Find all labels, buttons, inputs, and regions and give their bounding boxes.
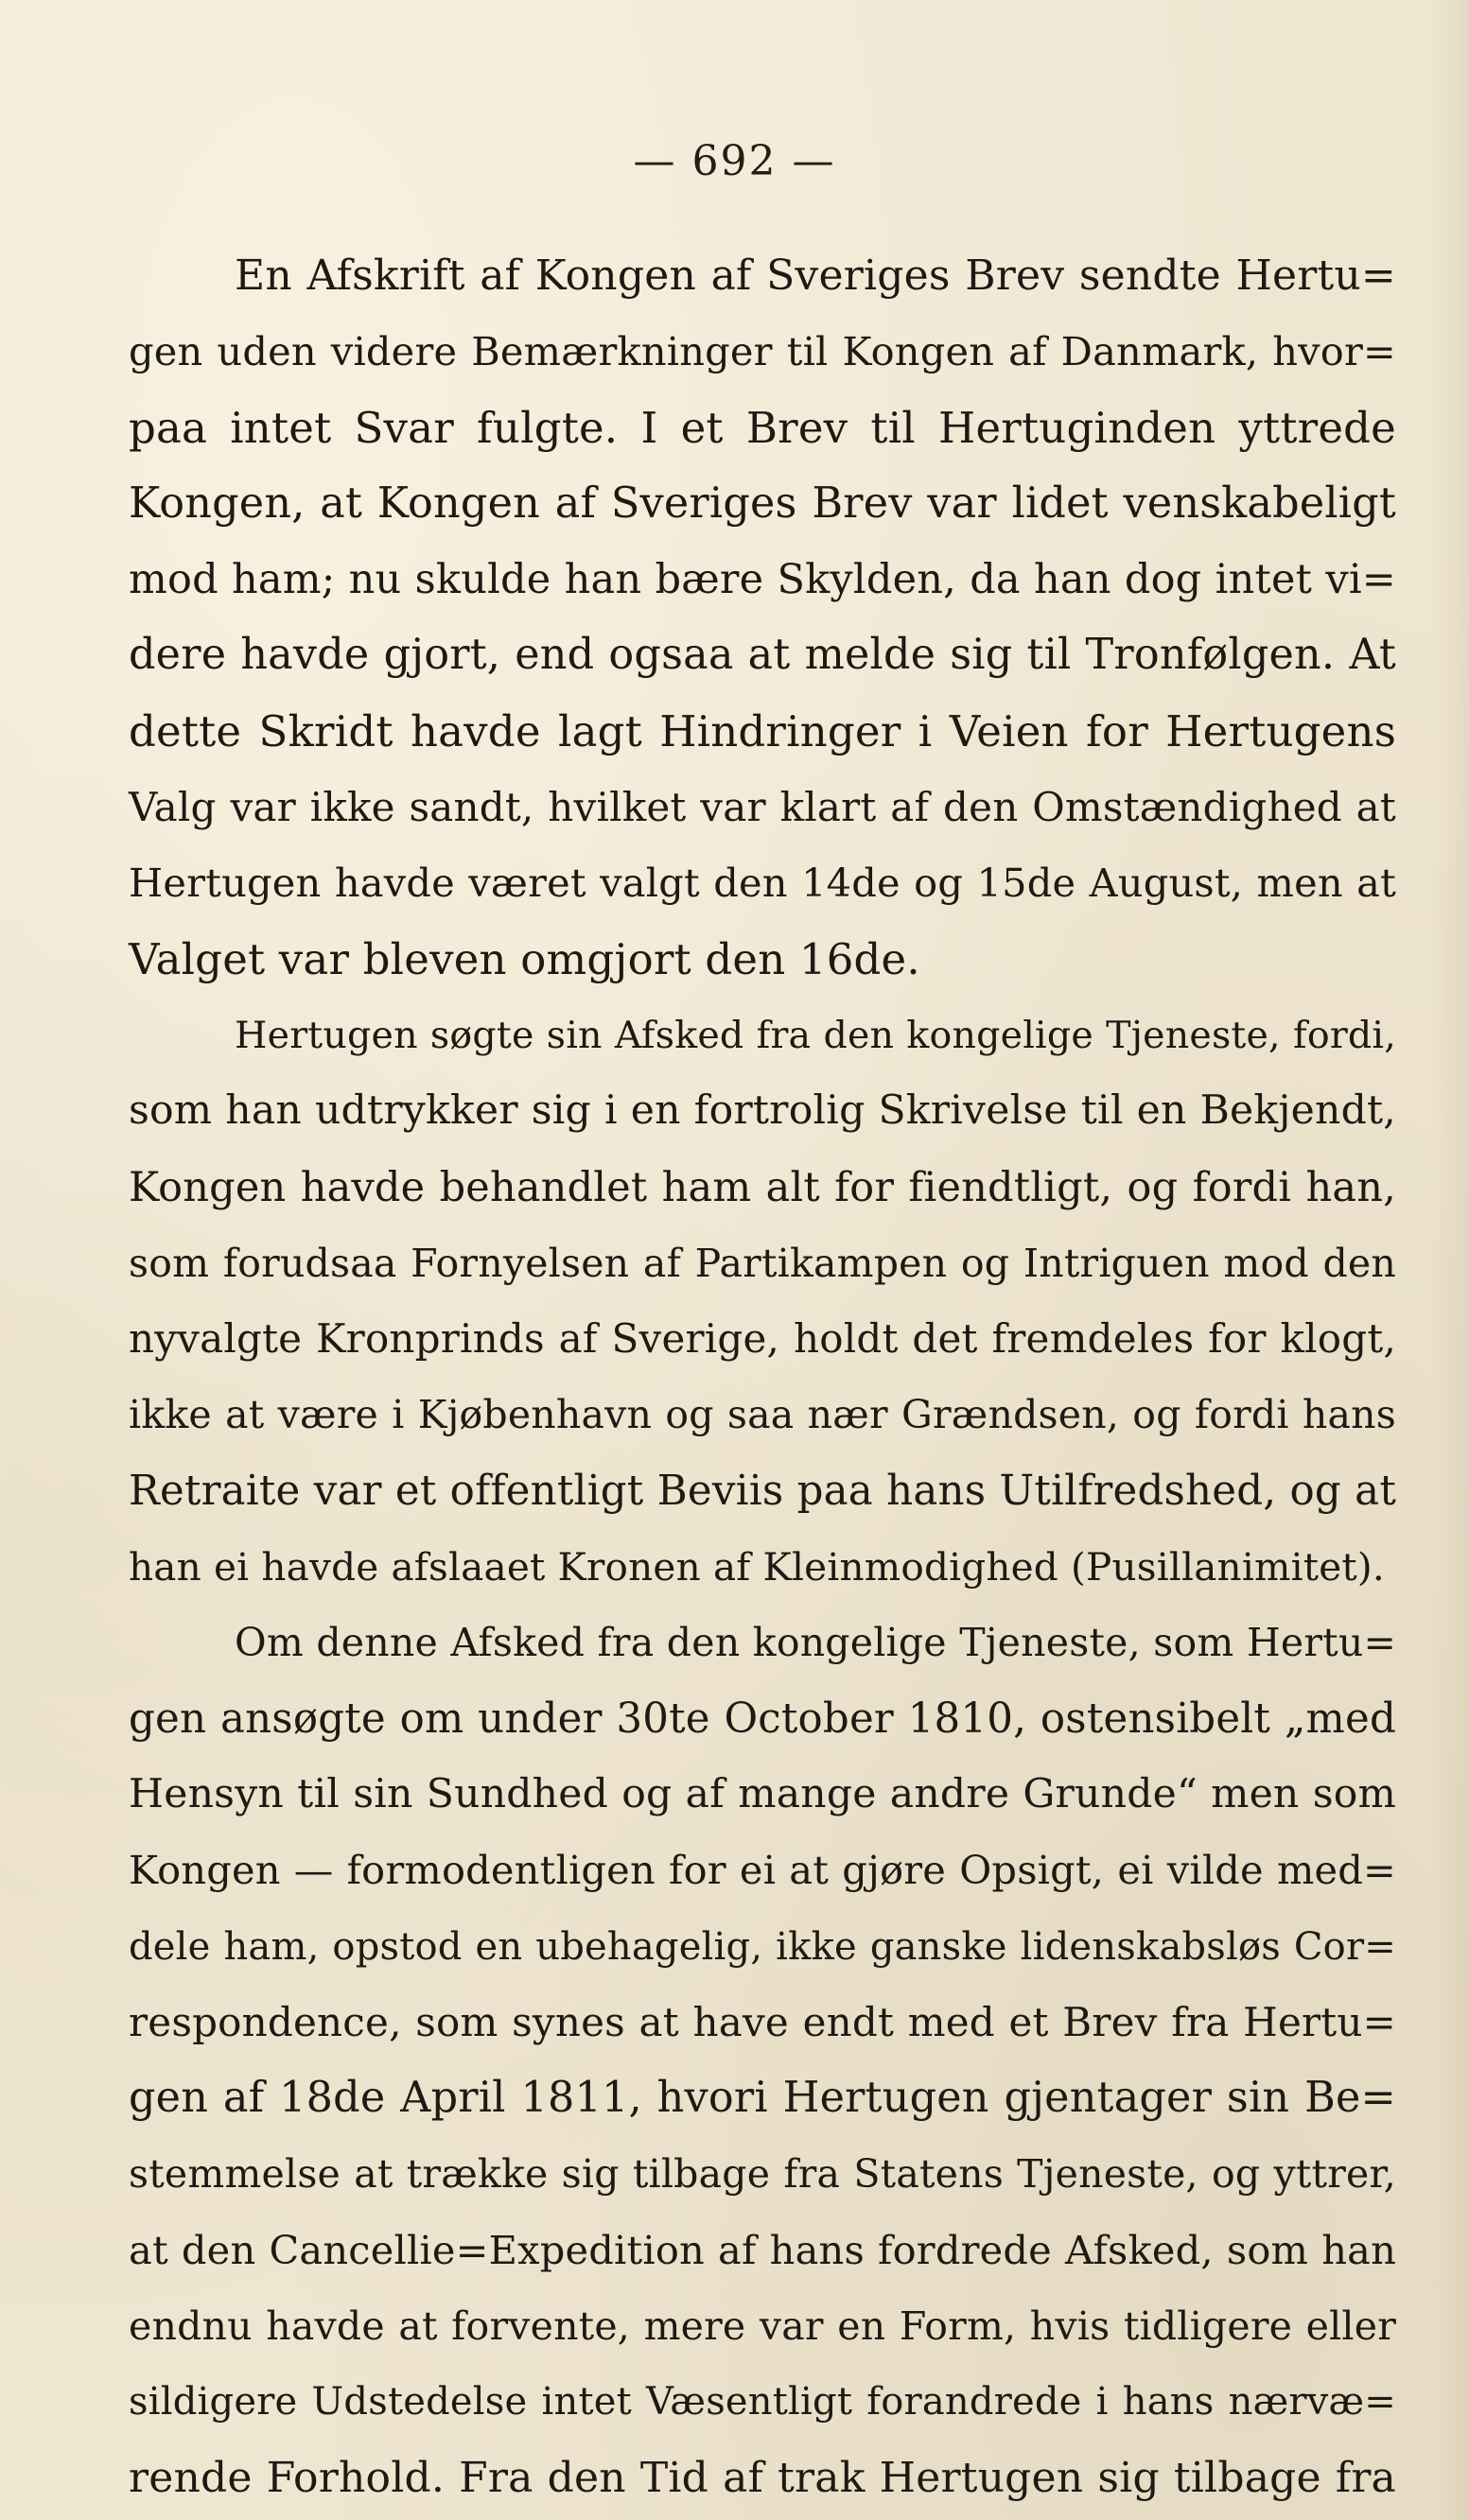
text-line: stemmelse at trække sig tilbage fra Statens Tjeneste, og yttrer,: [129, 2151, 1396, 2198]
text-line: dere havde gjort, end ogsaa at melde sig til Tronfølgen. At: [129, 631, 1396, 680]
text-line: Kongen havde behandlet ham alt for fiendtligt, og fordi han,: [129, 1163, 1396, 1211]
text-line: Hensyn til sin Sundhed og af mange andre Grunde“ men som: [129, 1770, 1396, 1817]
text-line: Valget var bleven omgjort den 16de.: [129, 933, 920, 984]
text-line: gen af 18de April 1811, hvori Hertugen gjentager sin Be=: [129, 2074, 1396, 2123]
text-line: En Afskrift af Kongen af Sveriges Brev sendte Hertu=: [235, 252, 1396, 300]
text-line: dette Skridt havde lagt Hindringer i Veien for Hertugens: [129, 705, 1396, 756]
paragraph-2: [129, 998, 1396, 1605]
paragraph-1: [129, 238, 1396, 998]
text-line: gen uden videre Bemærkninger til Kongen af Danmark, hvor=: [129, 328, 1396, 375]
text-line: Kongen, at Kongen af Sveriges Brev var lidet venskabeligt: [129, 478, 1396, 528]
text-line: Kongen — formodentligen for ei at gjøre Opsigt, ei vilde med=: [129, 1847, 1396, 1894]
text-line: Valg var ikke sandt, hvilket var klart af den Omstændighed at: [129, 784, 1396, 831]
text-line: Hertugen søgte sin Afsked fra den kongelige Tjeneste, fordi,: [235, 1013, 1396, 1057]
text-line: mod ham; nu skulde han bære Skylden, da han dog intet vi=: [129, 556, 1396, 604]
body-text: [129, 238, 1396, 2516]
text-line: paa intet Svar fulgte. I et Brev til Hertuginden yttrede: [129, 402, 1396, 453]
text-line: som forudsaa Fornyelsen af Partikampen og Intriguen mod den: [129, 1240, 1396, 1286]
text-line: ikke at være i Kjøbenhavn og saa nær Grændsen, og fordi hans: [129, 1392, 1396, 1438]
text-line: endnu havde at forvente, mere var en Form, hvis tidligere eller: [129, 2303, 1396, 2350]
paragraph-3: [129, 1605, 1396, 2516]
text-line: han ei havde afslaaet Kronen af Kleinmodighed (Pusillanimitet).: [129, 1544, 1385, 1590]
text-line: som han udtrykker sig i en fortrolig Skrivelse til en Bekjendt,: [129, 1087, 1396, 1135]
text-line: sildigere Udstedelse intet Væsentligt forandrede i hans nærvæ=: [129, 2380, 1396, 2424]
text-line: gen ansøgte om under 30te October 1810, ostensibelt „med: [129, 1694, 1396, 1743]
text-line: Om denne Afsked fra den kongelige Tjeneste, som Hertu=: [235, 1620, 1396, 1666]
text-line: rende Forhold. Fra den Tid af trak Hertugen sig tilbage fra: [129, 2453, 1396, 2502]
text-line: nyvalgte Kronprinds af Sverige, holdt det fremdeles for klogt,: [129, 1315, 1396, 1363]
page-number: — 692 —: [633, 137, 836, 185]
text-line: respondence, som synes at have endt med et Brev fra Hertu=: [129, 1998, 1396, 2045]
text-line: Hertugen havde været valgt den 14de og 15de August, men at: [129, 860, 1396, 907]
paper-edge-shading: [1431, 0, 1469, 2520]
text-line: Retraite var et offentligt Beviis paa hans Utilfredshed, og at: [129, 1467, 1396, 1515]
text-line: at den Cancellie=Expedition af hans fordrede Afsked, som han: [129, 2226, 1396, 2273]
text-line: dele ham, opstod en ubehagelig, ikke ganske lidenskabsløs Cor=: [129, 1924, 1396, 1969]
